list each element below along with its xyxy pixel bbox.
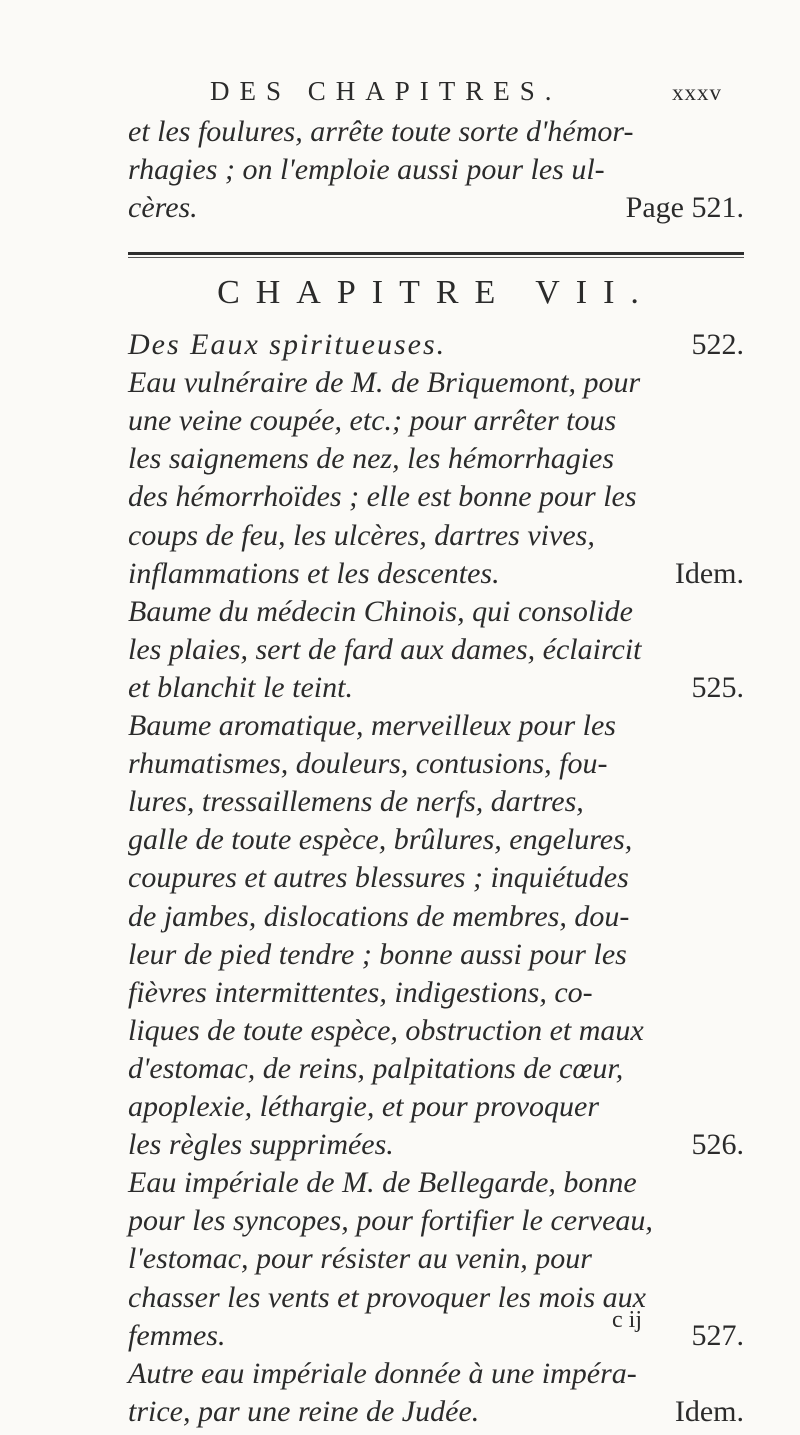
text-line [128, 1089, 744, 1125]
line-text: fièvres intermittentes, indigestions, co- [128, 975, 593, 1009]
text-line [128, 1356, 744, 1392]
signature-mark: c ij [612, 1307, 642, 1333]
page-reference: 525. [691, 670, 744, 704]
line-text: chasser les vents et provoquer les mois aux [128, 1280, 646, 1314]
text-line [128, 327, 744, 363]
chapter-heading: CHAPITRE VII. [217, 274, 655, 311]
text-line [128, 1280, 744, 1316]
line-text: pour les syncopes, pour fortifier le cerveau, [128, 1204, 653, 1238]
line-text: galle de toute espèce, brûlures, engelures, [128, 823, 633, 857]
section-rule-thin [128, 257, 744, 258]
line-text: lures, tressaillemens de nerfs, dartres, [128, 785, 584, 819]
text-line [128, 708, 744, 744]
page-reference: Page 521. [625, 191, 744, 224]
page-reference: Idem. [674, 1394, 744, 1428]
text-line [128, 632, 744, 668]
line-text: l'estomac, pour résister au venin, pour [128, 1242, 592, 1276]
line-text: inflammations et les descentes. [128, 556, 500, 590]
line-text: cères. [128, 191, 198, 224]
line-text: des hémorrhoïdes ; elle est bonne pour les [128, 480, 637, 514]
line-text: rhagies ; on l'emploie aussi pour les ul- [128, 153, 605, 186]
text-line [128, 1394, 744, 1430]
text-line [128, 899, 744, 935]
text-line [128, 1203, 744, 1239]
text-line [128, 784, 744, 820]
text-line [128, 746, 744, 782]
text-line [128, 1165, 744, 1201]
line-text: Eau vulnéraire de M. de Briquemont, pour [128, 366, 641, 400]
text-line [128, 860, 744, 896]
line-text: Autre eau impériale donnée à une impéra- [128, 1356, 637, 1390]
text-line [128, 441, 744, 477]
line-text: et les foulures, arrête toute sorte d'hémor- [128, 115, 634, 148]
line-text: Baume aromatique, merveilleux pour les [128, 709, 616, 742]
text-line [128, 594, 744, 630]
running-head: DES CHAPITRES. [210, 76, 562, 106]
text-line [128, 1051, 744, 1087]
text-line [128, 403, 744, 439]
page-number: xxxv [672, 80, 722, 105]
text-line [128, 670, 744, 706]
line-text: liques de toute espèce, obstruction et maux [128, 1013, 644, 1047]
text-line [128, 1241, 744, 1277]
line-text: de jambes, dislocations de membres, dou- [128, 899, 630, 933]
line-text: Eau impériale de M. de Bellegarde, bonne [128, 1166, 637, 1200]
line-text: coupures et autres blessures ; inquiétudes [128, 861, 629, 895]
line-text: les saignemens de nez, les hémorrhagies [128, 442, 615, 476]
text-line [128, 518, 744, 554]
line-text: Baume du médecin Chinois, qui consolide [128, 594, 633, 628]
text-line [128, 822, 744, 858]
page-reference: Idem. [674, 556, 744, 590]
line-text: les plaies, sert de fard aux dames, éclaircit [128, 632, 642, 666]
line-text: les règles supprimées. [128, 1128, 394, 1162]
text-line [128, 1013, 744, 1049]
line-text: coups de feu, les ulcères, dartres vives, [128, 518, 595, 552]
section-rule [128, 252, 744, 255]
line-text: leur de pied tendre ; bonne aussi pour les [128, 937, 627, 971]
line-text: trice, par une reine de Judée. [128, 1394, 480, 1428]
line-text: apoplexie, léthargie, et pour provoquer [128, 1090, 600, 1123]
page-reference: 526. [691, 1128, 744, 1162]
text-line [128, 937, 744, 973]
line-text: et blanchit le teint. [128, 670, 353, 704]
text-line [128, 975, 744, 1011]
page-reference: 522. [691, 328, 744, 361]
line-text: femmes. [128, 1318, 226, 1352]
text-line [128, 365, 744, 401]
text-line [128, 114, 744, 150]
line-text: rhumatismes, douleurs, contusions, fou- [128, 747, 608, 781]
text-line [128, 479, 744, 515]
line-text: une veine coupée, etc.; pour arrêter tous [128, 404, 617, 438]
line-text: d'estomac, de reins, palpitations de cœur, [128, 1051, 624, 1085]
text-line [128, 556, 744, 592]
line-text: Des Eaux spiritueuses. [128, 328, 447, 361]
page-reference: 527. [691, 1318, 744, 1352]
text-line [128, 1318, 744, 1354]
text-line [128, 152, 744, 188]
text-line [128, 1127, 744, 1163]
text-line [128, 190, 744, 226]
